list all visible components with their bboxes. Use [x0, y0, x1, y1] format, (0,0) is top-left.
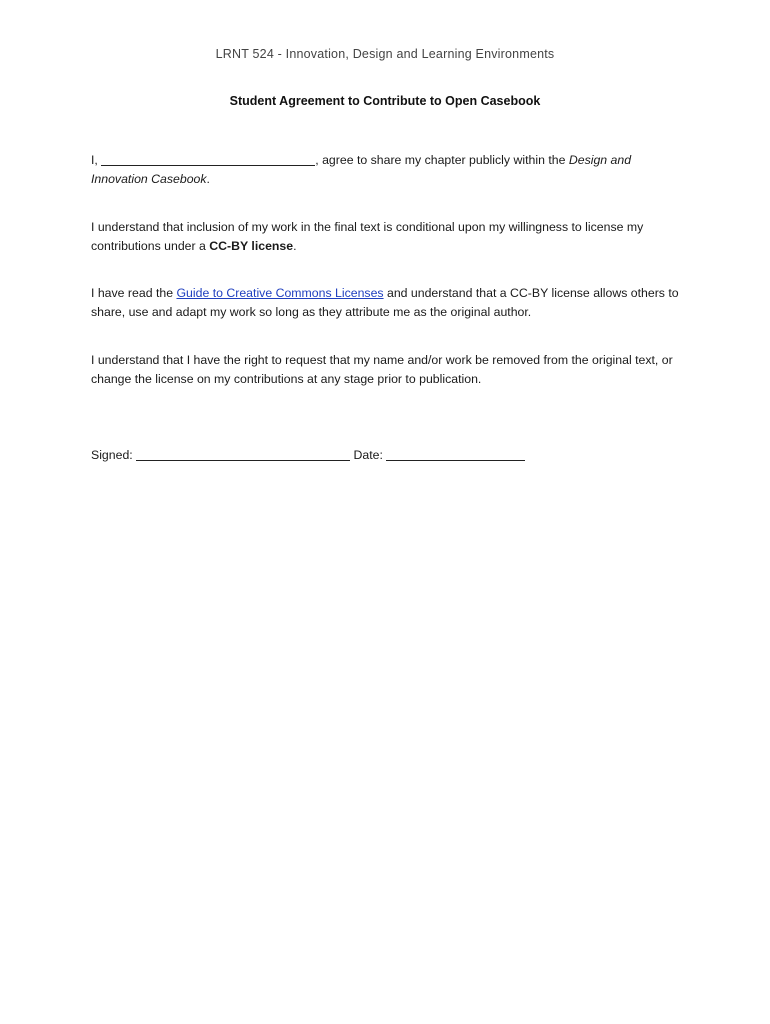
- agreement-paragraph-3: [91, 284, 681, 321]
- signature-blank-line[interactable]: [136, 448, 350, 461]
- course-header: LRNT 524 - Innovation, Design and Learning Environments: [215, 47, 555, 61]
- p3-suffix: and understand that a CC-BY license allows others to share, use and adapt my work so long as they attribute me as the original author.: [91, 286, 679, 319]
- p4-text: I understand that I have the right to request that my name and/or work be removed from the original text, or change the license on my contributions at any stage prior to publication.: [91, 353, 673, 386]
- signature-line: [91, 446, 681, 465]
- agreement-paragraph-4: [91, 351, 681, 388]
- license-name: CC-BY license: [209, 238, 294, 253]
- p2-end: .: [293, 238, 297, 253]
- date-label: Date:: [350, 448, 387, 462]
- signed-label: Signed:: [91, 448, 137, 462]
- document-title: Student Agreement to Contribute to Open Casebook: [229, 94, 541, 108]
- date-blank-line[interactable]: [386, 448, 525, 461]
- agreement-paragraph-2: [91, 218, 681, 255]
- p1-end: .: [206, 171, 210, 186]
- p1-prefix: I,: [91, 153, 102, 167]
- p2-text: I understand that inclusion of my work in the final text is conditional upon my willingness to license my contributions under a: [91, 220, 644, 253]
- p1-suffix: , agree to share my chapter publicly within the: [315, 153, 569, 167]
- agreement-paragraph-1: [91, 151, 681, 188]
- casebook-name: Design and Innovation Casebook: [91, 153, 632, 186]
- name-blank-line[interactable]: [101, 153, 315, 166]
- cc-guide-link[interactable]: Guide to Creative Commons Licenses: [176, 286, 384, 300]
- p3-prefix: I have read the: [91, 286, 177, 300]
